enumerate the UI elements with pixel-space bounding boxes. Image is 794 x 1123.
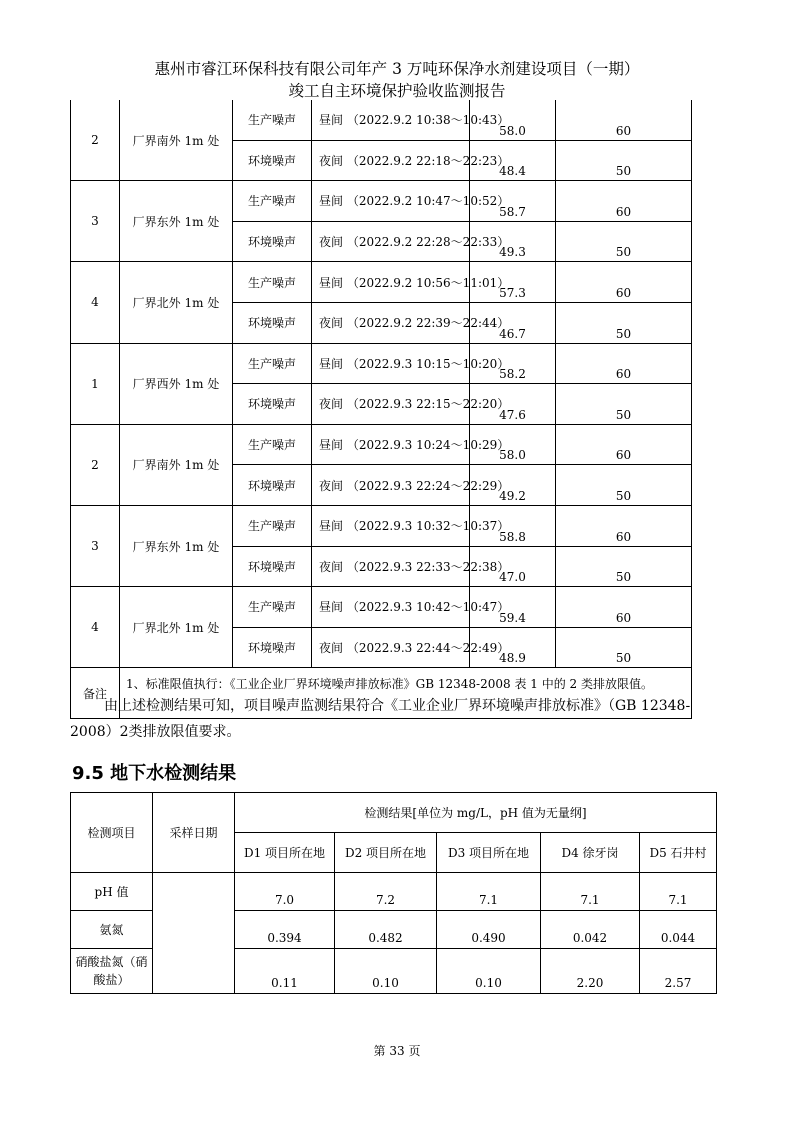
result-value: 2.57	[640, 949, 717, 994]
point-location: 厂界南外 1m 处	[120, 100, 233, 181]
site-header: D3 项目所在地	[437, 833, 541, 873]
result-value: 0.482	[335, 911, 437, 949]
time-range: （2022.9.2 10:47～10:52）	[346, 194, 510, 209]
monitor-time	[312, 546, 510, 587]
limit-value: 60	[556, 181, 692, 222]
monitor-time	[312, 140, 510, 181]
result-value: 0.490	[437, 911, 541, 949]
time-range: （2022.9.3 10:24～10:29）	[346, 438, 510, 453]
time-range: （2022.9.2 22:28～22:33）	[346, 235, 510, 250]
table-row	[71, 587, 692, 628]
noise-type: 环境噪声	[233, 465, 312, 506]
limit-value: 60	[556, 100, 692, 140]
site-header: D1 项目所在地	[235, 833, 335, 873]
monitor-time	[312, 384, 510, 425]
point-location: 厂界西外 1m 处	[120, 343, 233, 424]
limit-value: 50	[556, 546, 692, 587]
noise-type: 环境噪声	[233, 302, 312, 343]
period: 夜间	[319, 478, 344, 493]
result-value: 7.1	[437, 873, 541, 911]
limit-value: 60	[556, 262, 692, 303]
noise-type: 生产噪声	[233, 181, 312, 222]
point-number: 2	[71, 424, 120, 505]
monitor-time	[312, 465, 510, 506]
point-location: 厂界南外 1m 处	[120, 424, 233, 505]
limit-value: 50	[556, 302, 692, 343]
measured-value: 46.7	[470, 302, 556, 343]
monitor-time	[312, 262, 510, 303]
section-title: 9.5 地下水检测结果	[72, 763, 237, 784]
noise-type: 生产噪声	[233, 343, 312, 384]
period: 夜间	[319, 153, 344, 168]
point-location: 厂界东外 1m 处	[120, 505, 233, 586]
period: 昼间	[319, 275, 344, 290]
result-value: 7.2	[335, 873, 437, 911]
monitor-time	[312, 587, 510, 628]
result-value: 0.10	[437, 949, 541, 994]
point-location: 厂界北外 1m 处	[120, 587, 233, 668]
time-range: （2022.9.3 22:24～22:29）	[346, 478, 510, 493]
point-number: 3	[71, 181, 120, 262]
limit-value: 60	[556, 505, 692, 546]
page-number: 第 33 页	[373, 1044, 421, 1058]
limit-value: 50	[556, 384, 692, 425]
limit-value: 50	[556, 627, 692, 668]
table-row	[71, 424, 692, 465]
test-item: 氨氮	[71, 911, 153, 949]
result-value: 7.1	[640, 873, 717, 911]
noise-type: 生产噪声	[233, 424, 312, 465]
report-title-line2: 竣工自主环境保护验收监测报告	[288, 82, 506, 100]
measured-value: 47.6	[470, 384, 556, 425]
measured-value: 48.4	[470, 140, 556, 181]
monitor-time	[312, 343, 510, 384]
point-location: 厂界北外 1m 处	[120, 262, 233, 343]
monitor-time	[312, 627, 510, 668]
point-location: 厂界东外 1m 处	[120, 181, 233, 262]
monitor-time	[312, 181, 510, 222]
site-header: D5 石井村	[640, 833, 717, 873]
table-row	[71, 181, 692, 222]
measured-value: 49.2	[470, 465, 556, 506]
measured-value: 58.7	[470, 181, 556, 222]
period: 昼间	[319, 356, 344, 371]
measured-value: 58.2	[470, 343, 556, 384]
time-range: （2022.9.2 10:38～10:43）	[346, 113, 510, 128]
monitor-time	[312, 100, 510, 140]
period: 夜间	[319, 316, 344, 331]
noise-conclusion-paragraph: 由上述检测结果可知，项目噪声监测结果符合《工业企业厂界环境噪声排放标准》（GB 12348-2008）2类排放限值要求。	[70, 698, 691, 740]
period: 夜间	[319, 641, 344, 656]
period: 夜间	[319, 235, 344, 250]
measured-value: 48.9	[470, 627, 556, 668]
measured-value: 57.3	[470, 262, 556, 303]
point-number: 3	[71, 505, 120, 586]
monitor-time	[312, 505, 510, 546]
result-value: 0.10	[335, 949, 437, 994]
time-range: （2022.9.2 10:56～11:01）	[346, 275, 510, 290]
result-value: 7.1	[541, 873, 640, 911]
result-value: 0.044	[640, 911, 717, 949]
table-row	[71, 505, 692, 546]
measured-value: 47.0	[470, 546, 556, 587]
header-result: 检测结果[单位为 mg/L，pH 值为无量纲]	[235, 793, 717, 833]
result-value: 0.11	[235, 949, 335, 994]
test-item: pH 值	[71, 873, 153, 911]
remark-text: 1、标准限值执行：《工业企业厂界环境噪声排放标准》GB 12348-2008 表 1 中的 2 类排放限值。	[120, 668, 692, 719]
noise-type: 环境噪声	[233, 384, 312, 425]
limit-value: 50	[556, 140, 692, 181]
period: 昼间	[319, 113, 344, 128]
time-range: （2022.9.3 10:32～10:37）	[346, 519, 510, 534]
noise-type: 生产噪声	[233, 587, 312, 628]
time-range: （2022.9.2 22:18～22:23）	[346, 153, 510, 168]
table-row	[71, 343, 692, 384]
point-number: 2	[71, 100, 120, 181]
period: 夜间	[319, 559, 344, 574]
measured-value: 58.0	[470, 424, 556, 465]
time-range: （2022.9.3 10:42～10:47）	[346, 600, 510, 615]
monitor-time	[312, 221, 510, 262]
test-item: 硝酸盐氮（硝酸盐）	[71, 949, 153, 994]
time-range: （2022.9.3 22:33～22:38）	[346, 559, 510, 574]
limit-value: 60	[556, 424, 692, 465]
limit-value: 60	[556, 343, 692, 384]
measured-value: 58.8	[470, 505, 556, 546]
monitor-time	[312, 302, 510, 343]
period: 昼间	[319, 194, 344, 209]
period: 夜间	[319, 397, 344, 412]
result-value: 0.394	[235, 911, 335, 949]
point-number: 4	[71, 262, 120, 343]
report-title-line1: 惠州市睿江环保科技有限公司年产 3 万吨环保净水剂建设项目（一期）	[154, 60, 640, 78]
time-range: （2022.9.3 22:44～22:49）	[346, 641, 510, 656]
time-range: （2022.9.2 22:39～22:44）	[346, 316, 510, 331]
period: 昼间	[319, 519, 344, 534]
limit-value: 50	[556, 221, 692, 262]
measured-value: 59.4	[470, 587, 556, 628]
table-row	[71, 873, 717, 911]
point-number: 1	[71, 343, 120, 424]
header-date: 采样日期	[153, 793, 235, 873]
result-value: 0.042	[541, 911, 640, 949]
remark-label: 备注	[71, 668, 120, 719]
noise-type: 生产噪声	[233, 505, 312, 546]
noise-type: 环境噪声	[233, 221, 312, 262]
measured-value: 49.3	[470, 221, 556, 262]
period: 昼间	[319, 600, 344, 615]
site-header: D4 徐牙岗	[541, 833, 640, 873]
noise-type: 生产噪声	[233, 262, 312, 303]
noise-type: 生产噪声	[233, 100, 312, 140]
result-value: 2.20	[541, 949, 640, 994]
noise-results-table	[70, 100, 692, 719]
measured-value: 58.0	[470, 100, 556, 140]
monitor-time	[312, 424, 510, 465]
result-value: 7.0	[235, 873, 335, 911]
table-row	[71, 262, 692, 303]
header-item: 检测项目	[71, 793, 153, 873]
sampling-date	[153, 873, 235, 994]
time-range: （2022.9.3 22:15～22:20）	[346, 397, 510, 412]
noise-type: 环境噪声	[233, 627, 312, 668]
groundwater-results-table	[70, 792, 717, 994]
time-range: （2022.9.3 10:15～10:20）	[346, 356, 510, 371]
period: 昼间	[319, 438, 344, 453]
limit-value: 50	[556, 465, 692, 506]
point-number: 4	[71, 587, 120, 668]
table-row	[71, 100, 692, 140]
noise-type: 环境噪声	[233, 546, 312, 587]
noise-type: 环境噪声	[233, 140, 312, 181]
limit-value: 60	[556, 587, 692, 628]
site-header: D2 项目所在地	[335, 833, 437, 873]
